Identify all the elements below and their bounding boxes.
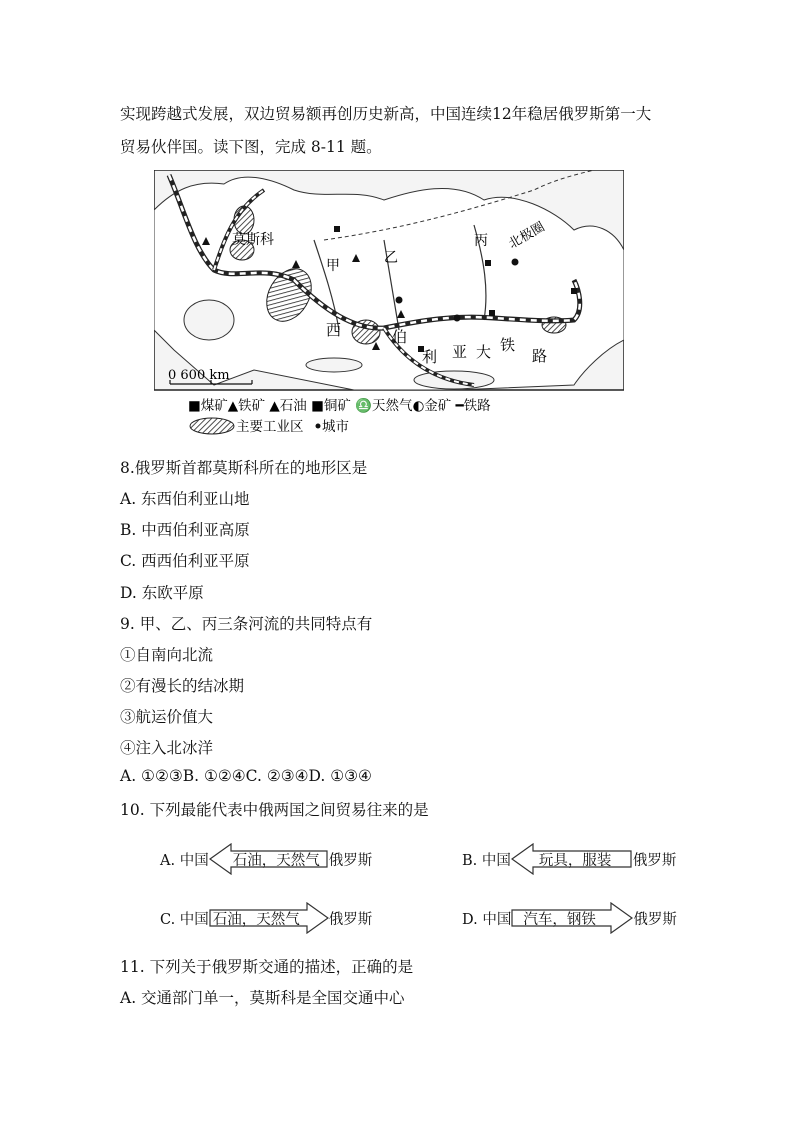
legend-industrial-icon bbox=[190, 418, 234, 434]
intro-line-1: 实现跨越式发展，双边贸易额再创历史新高，中国连续12年稳居俄罗斯第一大 bbox=[120, 105, 652, 123]
river-bing-label: 丙 bbox=[474, 233, 488, 249]
legend-city-label: 城市 bbox=[322, 419, 349, 435]
railway-char-5: 大 bbox=[476, 343, 492, 361]
railway-char-3: 利 bbox=[422, 348, 438, 366]
q10-a-russia-label: 俄罗斯 bbox=[328, 852, 373, 869]
q10-c-china-label: C. 中国 bbox=[160, 911, 209, 928]
q10-b-goods: 玩具，服装 bbox=[538, 853, 612, 869]
q10-a-arrow bbox=[209, 843, 329, 875]
river-jia-label: 甲 bbox=[326, 258, 340, 274]
q10-c-arrow bbox=[209, 902, 329, 934]
q10-d-russia-label: 俄罗斯 bbox=[633, 911, 677, 928]
q10-b-arrow bbox=[511, 843, 633, 875]
q9-stem: 9. 甲、乙、丙三条河流的共同特点有 bbox=[120, 615, 373, 633]
railway-char-6: 铁 bbox=[500, 336, 516, 354]
q8-option-c: C. 西西伯利亚平原 bbox=[120, 552, 250, 570]
intro-line-2: 贸易伙伴国。读下图，完成 8-11 题。 bbox=[120, 138, 382, 156]
river-yi-label: 乙 bbox=[384, 250, 398, 266]
gold-mine-icon bbox=[454, 315, 461, 322]
arctic-circle-label: 北极圈 bbox=[506, 219, 548, 253]
q10-option-a bbox=[160, 843, 372, 875]
legend-industrial-label: 主要工业区 bbox=[236, 419, 304, 435]
q9-statement-4: ④注入北冰洋 bbox=[120, 739, 214, 757]
legend-city-icon bbox=[316, 424, 321, 429]
q10-a-goods: 石油，天然气 bbox=[232, 853, 320, 869]
railway-char-7: 路 bbox=[532, 347, 548, 365]
russia-map bbox=[154, 170, 624, 440]
lake-shape bbox=[306, 358, 362, 372]
q8-stem: 8.俄罗斯首都莫斯科所在的地形区是 bbox=[120, 459, 368, 477]
q10-option-b bbox=[462, 843, 676, 875]
q9-statement-2: ②有漫长的结冰期 bbox=[120, 677, 245, 695]
coal-mine-icon bbox=[489, 310, 495, 316]
scale-label: 0 600 km bbox=[168, 368, 230, 383]
moscow-label: 莫斯科 bbox=[232, 232, 274, 248]
legend-line-1: ■煤矿▲铁矿 ▲石油 ■铜矿 ♎天然气◐金矿 ━铁路 bbox=[188, 398, 491, 414]
coal-mine-icon bbox=[485, 260, 491, 266]
russia-map-svg bbox=[154, 170, 624, 440]
q11-stem: 11. 下列关于俄罗斯交通的描述，正确的是 bbox=[120, 958, 414, 976]
q10-a-china-label: A. 中国 bbox=[160, 852, 209, 869]
q9-options: A. ①②③B. ①②④C. ②③④D. ①③④ bbox=[120, 767, 372, 785]
q9-statement-3: ③航运价值大 bbox=[120, 708, 214, 726]
railway-char-1: 西 bbox=[326, 321, 342, 339]
q10-option-c bbox=[160, 902, 372, 934]
q10-d-goods: 汽车，钢铁 bbox=[523, 912, 596, 928]
q10-c-russia-label: 俄罗斯 bbox=[328, 911, 373, 928]
q8-option-a: A. 东西伯利亚山地 bbox=[120, 490, 250, 508]
q10-d-arrow bbox=[511, 902, 633, 934]
q8-option-d: D. 东欧平原 bbox=[120, 584, 204, 602]
gold-mine-icon bbox=[512, 259, 519, 266]
q10-stem: 10. 下列最能代表中俄两国之间贸易往来的是 bbox=[120, 801, 429, 819]
q8-option-b: B. 中西伯利亚高原 bbox=[120, 521, 250, 539]
coal-mine-icon bbox=[334, 226, 340, 232]
q10-d-china-label: D. 中国 bbox=[462, 911, 512, 928]
q10-b-china-label: B. 中国 bbox=[462, 852, 511, 869]
q11-option-a: A. 交通部门单一，莫斯科是全国交通中心 bbox=[120, 989, 405, 1007]
q10-option-d bbox=[462, 902, 677, 934]
railway-char-4: 亚 bbox=[452, 343, 468, 361]
sea-shape bbox=[184, 300, 234, 340]
railway-char-2: 伯 bbox=[392, 328, 408, 346]
q10-c-goods: 石油，天然气 bbox=[212, 912, 300, 928]
q9-statement-1: ①自南向北流 bbox=[120, 646, 214, 664]
coal-mine-icon bbox=[571, 288, 577, 294]
q10-b-russia-label: 俄罗斯 bbox=[632, 852, 677, 869]
gold-mine-icon bbox=[396, 297, 403, 304]
